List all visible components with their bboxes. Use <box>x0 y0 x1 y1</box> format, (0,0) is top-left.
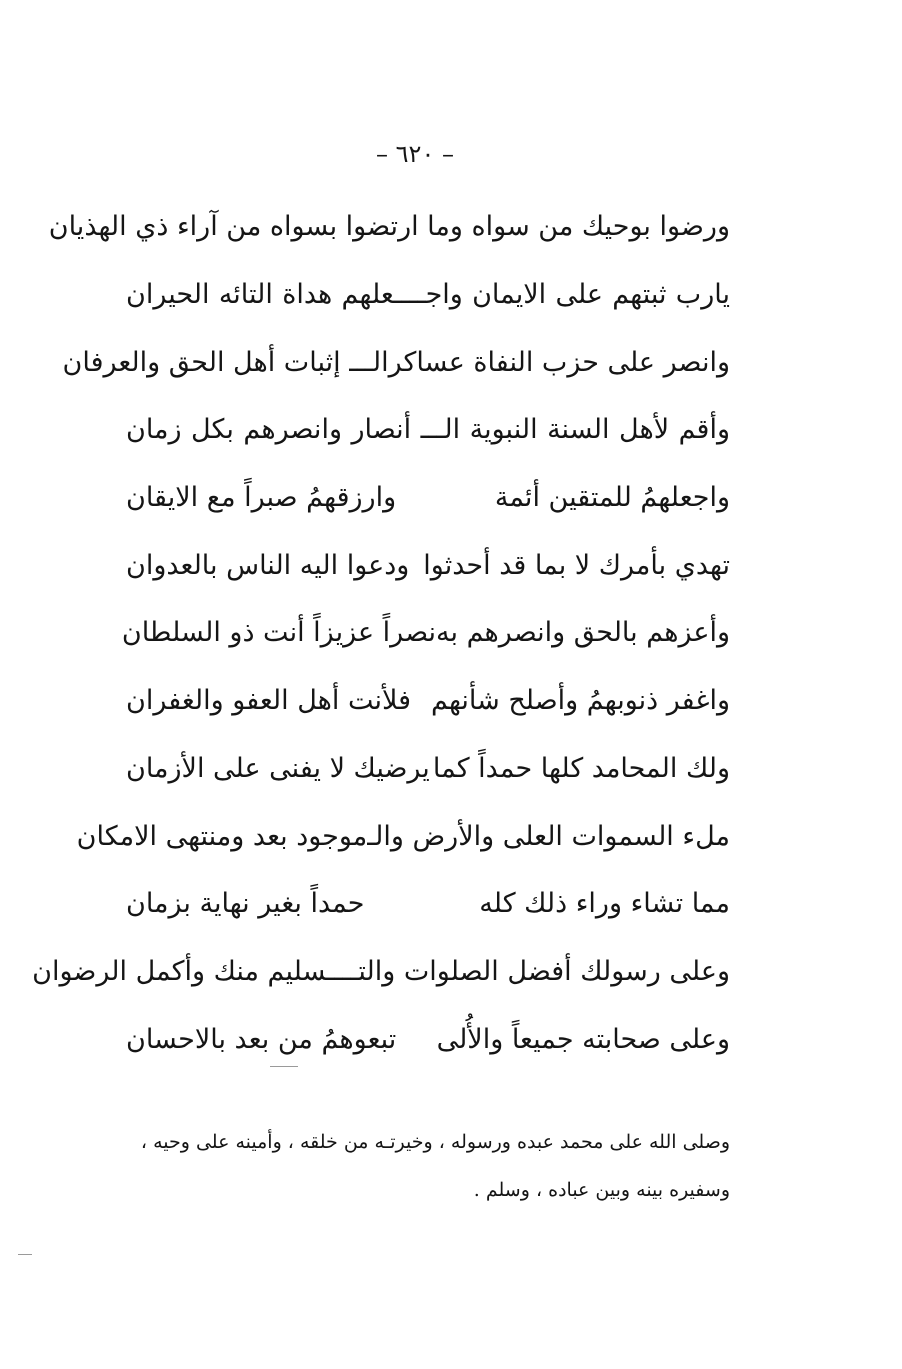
verse-line: يارب ثبتهم على الايمان واجــــعلهم هداة التائه الحيران <box>126 279 730 311</box>
verse-line: وانصر على حزب النفاة عساكرالـــ إثبات أهل الحق والعرفان <box>62 346 730 378</box>
closing-prayer <box>110 1118 730 1214</box>
verse <box>126 464 730 532</box>
verse <box>126 396 730 464</box>
verse-first-hemistich: وعلى رسولك أفضل الصلوات والتـــ <box>334 955 730 987</box>
verse-second-hemistich: نصراً عزيزاً أنت ذو السلطان <box>121 617 437 649</box>
verse-first-hemistich: مما تشاء وراء ذلك كله <box>479 888 730 920</box>
verse <box>126 870 730 938</box>
verse-second-hemistich: يرضيك لا يفنى على الأزمان <box>126 752 430 784</box>
closing-line: وسفيره بينه وبين عباده ، وسلم . <box>473 1179 730 1201</box>
verse-second-hemistich: حمداً بغير نهاية بزمان <box>126 888 365 920</box>
poem <box>32 193 730 1073</box>
verse <box>32 938 730 1006</box>
verse-second-hemistich: ودعوا اليه الناس بالعدوان <box>126 549 410 581</box>
verse <box>121 599 730 667</box>
verse-first-hemistich: وأعزهم بالحق وانصرهم به <box>436 617 730 649</box>
verse-first-hemistich: تهدي بأمرك لا بما قد أحدثوا <box>423 549 730 581</box>
verse <box>126 667 730 735</box>
verse <box>126 735 730 803</box>
verse-first-hemistich: ملء السموات العلى والأرض والـ <box>367 820 730 852</box>
verse-second-hemistich: وارزقهمُ صبراً مع الايقان <box>126 482 397 514</box>
verse-line: وأقم لأهل السنة النبوية الـــ أنصار وانصرهم بكل زمان <box>126 414 730 446</box>
verse-second-hemistich: موجود بعد ومنتهى الامكان <box>76 820 368 852</box>
verse <box>126 531 730 599</box>
verse <box>62 328 730 396</box>
scan-speck <box>18 1254 32 1255</box>
scan-speck <box>270 1066 298 1067</box>
verse <box>126 1005 730 1073</box>
verse-second-hemistich: تبعوهمُ من بعد بالاحسان <box>126 1023 397 1055</box>
closing-line: وصلى الله على محمد عبده ورسوله ، وخيرتـه من خلقه ، وأمينه على وحيه ، <box>140 1131 730 1153</box>
verse-first-hemistich: وعلى صحابته جميعاً والأُلى <box>436 1023 730 1055</box>
verse <box>48 193 730 261</box>
verse-first-hemistich: ولك المحامد كلها حمداً كما <box>432 752 730 784</box>
verse-second-hemistich: فلأنت أهل العفو والغفران <box>126 685 412 717</box>
verse-first-hemistich: واغفر ذنوبهمُ وأصلح شأنهم <box>431 685 730 717</box>
verse <box>126 261 730 329</box>
page-number: – ٦٢٠ – <box>376 140 454 168</box>
verse <box>76 802 730 870</box>
verse-line: ورضوا بوحيك من سواه وما ارتضوا بسواه من آراء ذي الهذيان <box>48 211 730 243</box>
verse-first-hemistich: واجعلهمُ للمتقين أئمة <box>494 482 730 514</box>
verse-second-hemistich: ـسليم منك وأكمل الرضوان <box>32 955 335 987</box>
